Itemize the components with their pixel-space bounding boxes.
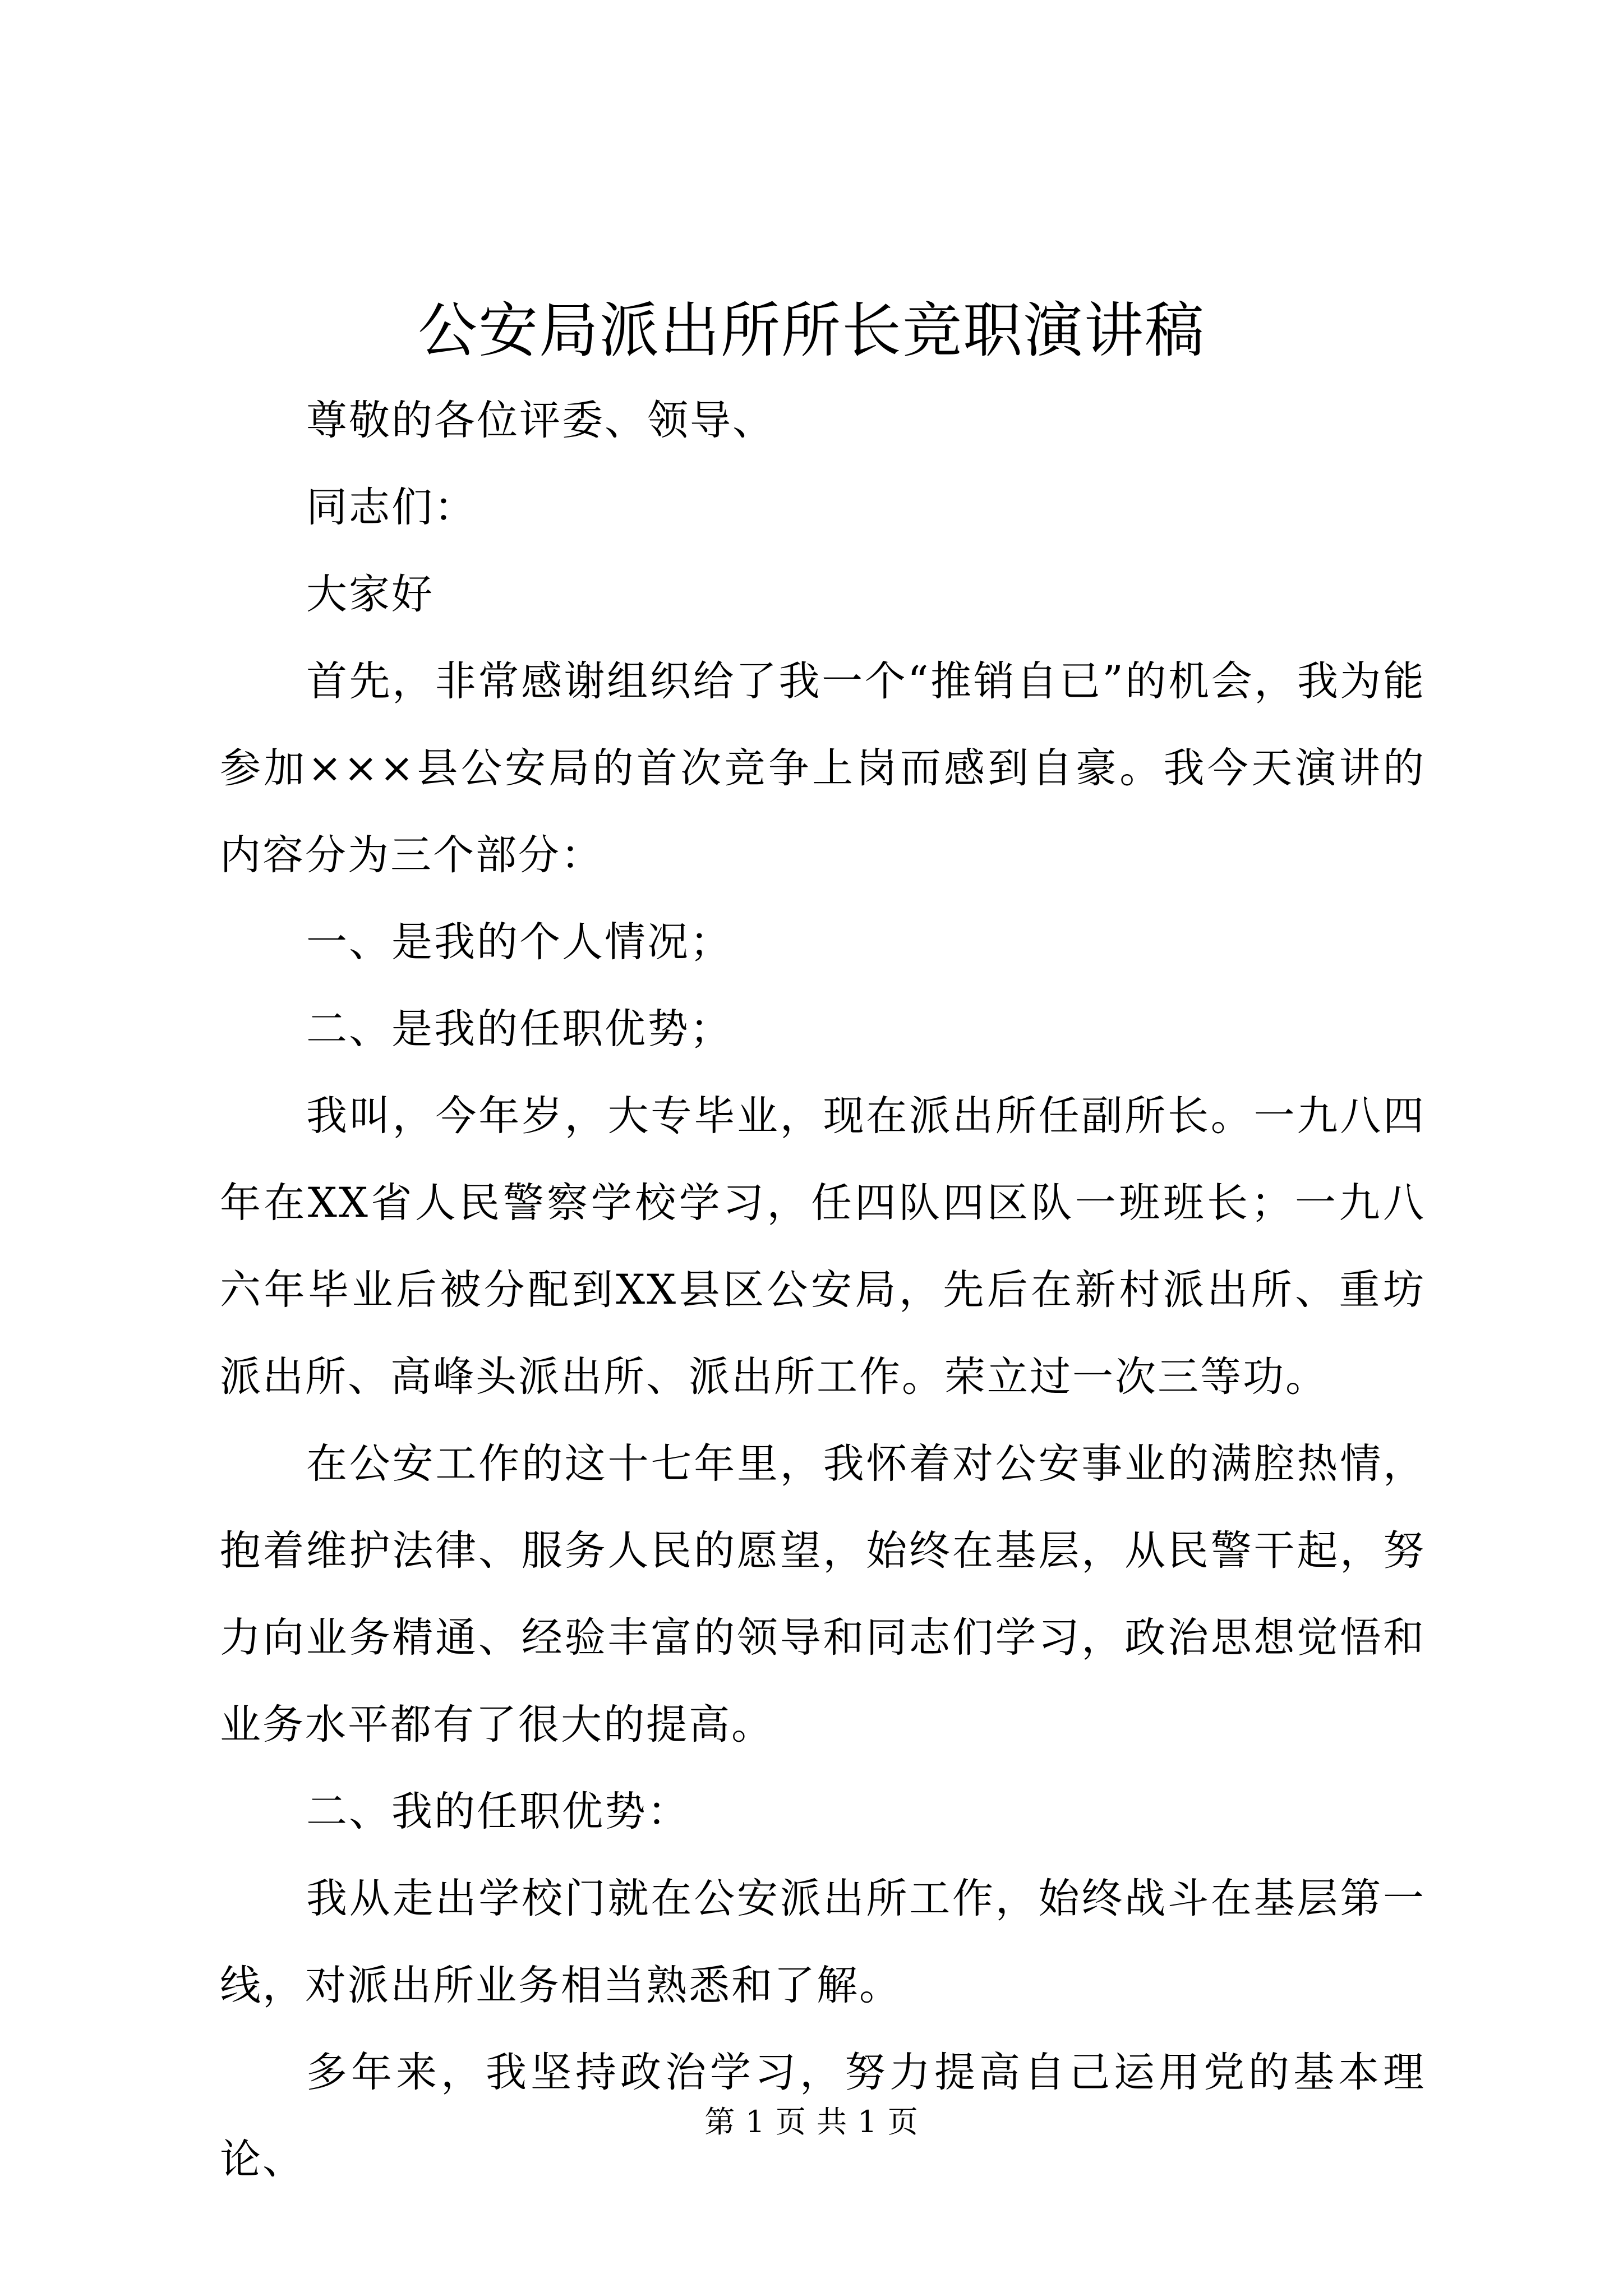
paragraph-salutation-comrades: 同志们：: [306, 484, 477, 531]
paragraph-personal-info: 我叫，今年岁，大专毕业，现在派出所任副所长。一九八四年在XX省人民警察学校学习，任四队四区队一班班长；一九八六年毕业后被分配到XX县区公安局，先后在新村派出所、重坊派出所、高峰头派出所、派出所工作。荣立过一次三等功。: [220, 1092, 1426, 1401]
document-title: 公安局派出所所长竞职演讲稿: [418, 296, 1205, 365]
paragraph-outline-1: 一、是我的个人情况；: [306, 918, 732, 966]
paragraph-work-experience: 在公安工作的这十七年里，我怀着对公安事业的满腔热情，抱着维护法律、服务人民的愿望，始终在基层，从民警干起，努力向业务精通、经验丰富的领导和同志们学习，政治思想觉悟和业务水平都有了很大的提高。: [220, 1440, 1426, 1749]
paragraph-greeting: 大家好: [306, 570, 434, 618]
paragraph-section-heading: 二、我的任职优势：: [306, 1788, 690, 1835]
paragraph-study: 多年来，我坚持政治学习，努力提高自己运用党的基本理论、: [220, 2049, 1426, 2183]
paragraph-intro: 首先，非常感谢组织给了我一个“推销自已”的机会，我为能参加×××县公安局的首次竞争上岗而感到自豪。我今天演讲的内容分为三个部分：: [220, 657, 1426, 879]
document-body: [220, 377, 1426, 2203]
page-footer: 第 1 页 共 1 页: [704, 2104, 919, 2139]
paragraph-outline-2: 二、是我的任职优势；: [306, 1005, 732, 1053]
paragraph-frontline: 我从走出学校门就在公安派出所工作，始终战斗在基层第一线，对派出所业务相当熟悉和了解。: [220, 1875, 1426, 2009]
paragraph-salutation: 尊敬的各位评委、领导、: [306, 397, 775, 444]
